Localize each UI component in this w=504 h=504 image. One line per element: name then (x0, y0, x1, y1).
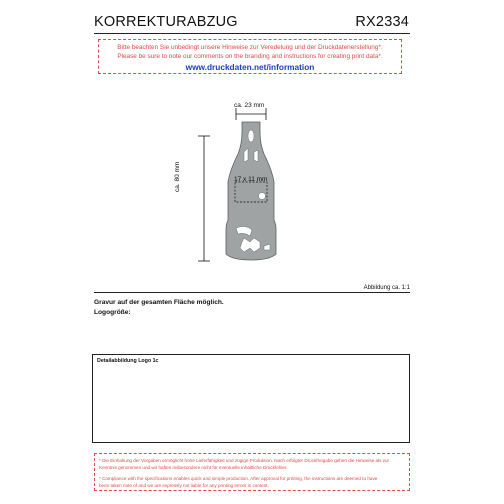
bottle-tool-body (226, 122, 276, 260)
bottle-tool-illustration (94, 96, 410, 286)
article-code: RX2334 (355, 14, 409, 30)
footer-en-1: * Compliance with the specifications enables quick and simple production. After approval for printing, the instructions are deemed to have (99, 476, 378, 481)
footer-en-2: been taken note of and we are expressly not liable for any printing errors in content. (99, 483, 269, 488)
logo-detail-box (92, 354, 410, 443)
footer-de-2: Kenntnis genommen und wir haften insbesondere nicht für eventuelle inhaltliche Druckfehler. (99, 465, 288, 470)
header-divider (94, 33, 410, 34)
information-link[interactable]: www.druckdaten.net/information (185, 62, 315, 72)
section-divider (94, 292, 410, 293)
logo-size-line: Logogröße: (94, 309, 131, 316)
width-label: ca. 23 mm (234, 102, 265, 109)
engraving-info (94, 298, 224, 318)
liability-footer (94, 453, 410, 491)
print-data-notice (98, 39, 402, 74)
page-title: KORREKTURABZUG (94, 14, 238, 30)
footer-de-1: * Die Einhaltung der Vorgaben ermöglicht hohe Lieferfähigkeit und zügige Produktion. Nach erfolgter Druckfreigabe gehen die Hinweise als zur (99, 458, 390, 463)
hook-cutout (248, 130, 254, 142)
height-label: ca. 80 mm (174, 161, 181, 192)
notice-line-en: Please be sure to note our comments on the branding and instructions for creating print data*. (117, 53, 383, 60)
imprint-size-label: 17 x 11 mm (234, 176, 268, 183)
scale-label: Abbildung ca. 1:1 (363, 285, 410, 291)
engraving-line: Gravur auf der gesamten Fläche möglich. (94, 299, 224, 306)
notice-line-de: Bitte beachten Sie unbedingt unsere Hinweise zur Veredelung und der Druckdatenerstellung*. (117, 44, 383, 51)
product-drawing (94, 96, 410, 286)
logo-box-label: Detailabbildung Logo 1c (97, 358, 159, 364)
